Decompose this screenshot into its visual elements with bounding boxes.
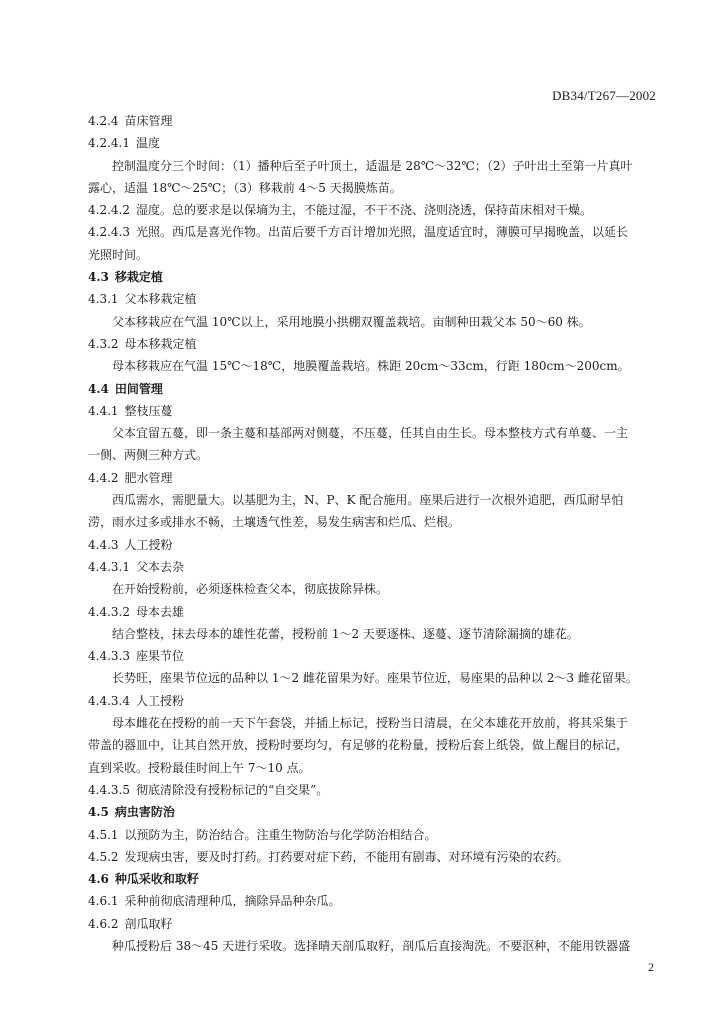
- line-text: 控制温度分三个时间：（1）播种后至子叶顶土，适温是 28℃～32℃；（2）子叶出土至第一片真叶: [112, 158, 633, 173]
- paragraph-continuation: [88, 177, 658, 199]
- subsection-heading: [88, 199, 658, 221]
- subsection-heading: [88, 467, 658, 489]
- paragraph-line: [88, 667, 658, 689]
- document-body: [88, 110, 658, 957]
- line-text: 父本移栽应在气温 10℃以上，采用地膜小拱棚双覆盖栽培。亩制种田栽父本 50～60 株。: [112, 314, 591, 329]
- line-text: 母本雌花在授粉的前一天下午套袋，并插上标记，授粉当日清晨，在父本雄花开放前，将其采集于: [112, 716, 629, 731]
- line-text: 一侧、两侧三种方式。: [88, 448, 209, 463]
- section-number: 4.4.3.5: [88, 782, 130, 797]
- line-text: 西瓜需水，需肥量大。以基肥为主，N、P、K 配合施用。座果后进行一次根外追肥，西瓜耐旱怕: [112, 493, 624, 508]
- subsection-heading: [88, 556, 658, 578]
- section-number: 4.3.1: [88, 292, 119, 307]
- subsection-heading: [88, 288, 658, 310]
- line-text: 整枝压蔓: [124, 403, 173, 418]
- subsection-heading: [88, 690, 658, 712]
- line-text: 移栽定植: [114, 270, 163, 285]
- line-text: 人工授粉: [124, 537, 173, 552]
- line-text: 长势旺，座果节位远的品种以 1～2 雌花留果为好。座果节位近，易座果的品种以 2～3 雌花留果。: [112, 671, 638, 686]
- section-number: 4.4.3.1: [88, 559, 130, 574]
- paragraph-line: [88, 712, 658, 734]
- section-number: 4.2.4.1: [88, 136, 130, 151]
- line-text: 田间管理: [114, 381, 163, 396]
- paragraph-continuation: [88, 444, 658, 466]
- line-text: 发现病虫害，要及时打药。打药要对症下药，不能用有剧毒、对环境有污染的农药。: [124, 849, 569, 864]
- subsection-heading: [88, 645, 658, 667]
- line-text: 剖瓜取籽: [124, 916, 173, 931]
- section-number: 4.4.1: [88, 403, 119, 418]
- section-number: 4.2.4: [88, 114, 119, 128]
- paragraph-continuation: [88, 734, 658, 756]
- paragraph-continuation: [88, 757, 658, 779]
- section-heading: [88, 868, 658, 890]
- section-number: 4.4.3: [88, 537, 119, 552]
- subsection-heading: [88, 824, 658, 846]
- line-text: 母本移栽定植: [124, 336, 197, 351]
- page-number: 2: [648, 960, 654, 974]
- section-number: 4.6.1: [88, 894, 119, 909]
- section-heading: [88, 378, 658, 400]
- line-text: 以预防为主，防治结合。注重生物防治与化学防治相结合。: [124, 827, 437, 842]
- section-number: 4.6: [88, 872, 109, 887]
- section-number: 4.4.3.3: [88, 649, 130, 664]
- line-text: 温度: [135, 136, 160, 151]
- paragraph-line: [88, 489, 658, 511]
- line-text: 直到采收。授粉最佳时间上午 7～10 点。: [88, 760, 311, 775]
- section-heading: [88, 266, 658, 288]
- paragraph-line: [88, 155, 658, 177]
- paragraph-line: [88, 578, 658, 600]
- paragraph-continuation: [88, 511, 658, 533]
- document-code: DB34/T267—2002: [552, 88, 656, 103]
- line-text: 父本去杂: [135, 559, 184, 574]
- subsection-heading: [88, 132, 658, 154]
- subsection-heading: [88, 221, 658, 243]
- section-number: 4.5.1: [88, 827, 119, 842]
- line-text: 肥水管理: [124, 470, 173, 485]
- line-text: 种瓜授粉后 38～45 天进行采收。选择晴天剖瓜取籽，剖瓜后直接淘洗。不要沤种，不能用铁器盛: [112, 938, 631, 953]
- section-number: 4.3: [88, 270, 109, 285]
- section-number: 4.4.2: [88, 470, 119, 485]
- subsection-heading: [88, 534, 658, 556]
- section-number: 4.2.4.3: [88, 225, 130, 240]
- line-text: 种瓜采收和取籽: [114, 872, 199, 887]
- paragraph-line: [88, 623, 658, 645]
- line-text: 母本移栽应在气温 15℃～18℃，地膜覆盖栽培。株距 20cm～33cm，行距 180cm～200cm。: [112, 359, 630, 374]
- line-text: 座果节位: [135, 649, 184, 664]
- line-text: 人工授粉: [135, 693, 184, 708]
- subsection-heading: [88, 601, 658, 623]
- line-text: 在开始授粉前，必须逐株检查父本，彻底拔除异株。: [112, 582, 389, 597]
- line-text: 光照时间。: [88, 247, 149, 262]
- line-text: 彻底清除没有授粉标记的“自交果”。: [135, 782, 329, 797]
- section-heading: [88, 801, 658, 823]
- line-text: 病虫害防治: [114, 805, 175, 820]
- section-number: 4.4.3.2: [88, 604, 130, 619]
- line-text: 涝，雨水过多或排水不畅，土壤透气性差，易发生病害和烂瓜、烂根。: [88, 515, 461, 530]
- line-text: 母本去雄: [135, 604, 184, 619]
- line-text: 带盖的器皿中，让其自然开放，授粉时要均匀，有足够的花粉量，授粉后套上纸袋，做上醒目的标记，: [88, 738, 629, 753]
- section-number: 4.5.2: [88, 849, 119, 864]
- line-text: 苗床管理: [124, 114, 173, 128]
- section-number: 4.4: [88, 381, 109, 396]
- subsection-heading: [88, 913, 658, 935]
- paragraph-line: [88, 422, 658, 444]
- subsection-heading: [88, 400, 658, 422]
- line-text: 光照。西瓜是喜光作物。出苗后要千方百计增加光照，温度适宜时，薄膜可早揭晚盖，以延长: [135, 225, 628, 240]
- paragraph-continuation: [88, 244, 658, 266]
- section-number: 4.2.4.2: [88, 203, 130, 218]
- line-text: 湿度。总的要求是以保墒为主，不能过湿，不干不浇、浇则浇透，保持苗床相对干燥。: [135, 203, 592, 218]
- line-text: 结合整枝，抹去母本的雄性花蕾，授粉前 1～2 天要逐株、逐蔓、逐节清除漏摘的雄花。: [112, 626, 579, 641]
- paragraph-line: [88, 355, 658, 377]
- section-number: 4.3.2: [88, 336, 119, 351]
- subsection-heading: [88, 779, 658, 801]
- line-text: 父本宜留五蔓，即一条主蔓和基部两对侧蔓，不压蔓，任其自由生长。母本整枝方式有单蔓、一主: [112, 426, 629, 441]
- paragraph-line: [88, 935, 658, 957]
- line-text: 父本移栽定植: [124, 292, 197, 307]
- subsection-heading: [88, 846, 658, 868]
- section-number: 4.6.2: [88, 916, 119, 931]
- subsection-heading: [88, 333, 658, 355]
- section-number: 4.5: [88, 805, 109, 820]
- line-text: 采种前彻底清理种瓜，摘除异品种杂瓜。: [124, 894, 341, 909]
- section-number: 4.4.3.4: [88, 693, 130, 708]
- paragraph-line: [88, 311, 658, 333]
- subsection-heading: [88, 110, 658, 132]
- subsection-heading: [88, 890, 658, 912]
- line-text: 露心，适温 18℃～25℃；（3）移栽前 4～5 天揭膜炼苗。: [88, 180, 402, 195]
